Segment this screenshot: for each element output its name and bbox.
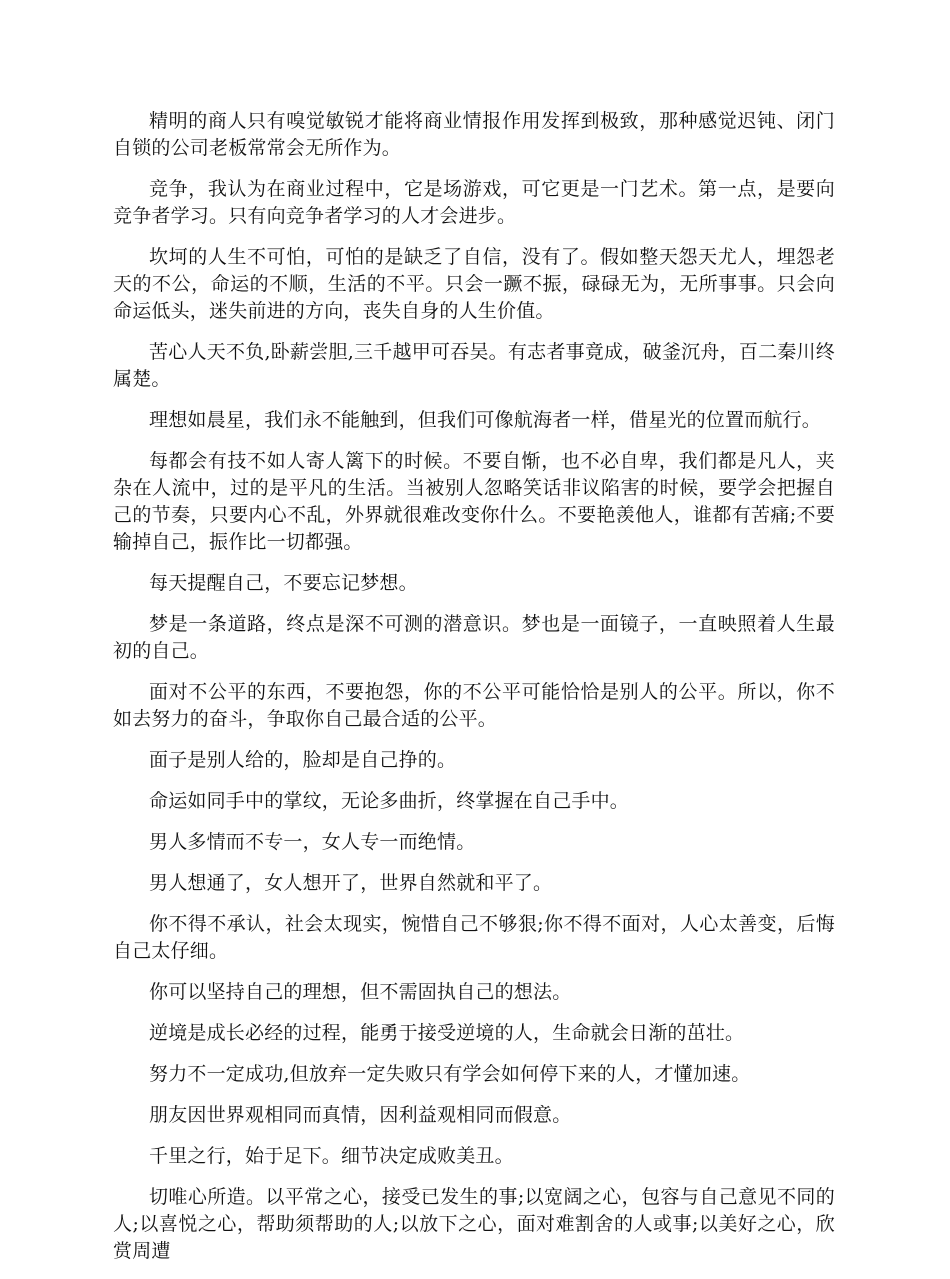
- paragraph: 命运如同手中的掌纹，无论多曲折，终掌握在自己手中。: [149, 790, 630, 812]
- paragraph: 切唯心所造。以平常之心，接受已发生的事;以宽阔之心，包容与自己意见不同的人;以喜悦之心，帮助须帮助的人;以放下之心，面对难割舍的人或事;以美好之心，欣赏周遭: [113, 1186, 835, 1262]
- paragraph: 你不得不承认，社会太现实，惋惜自己不够狠;你不得不面对，人心太善变，后悔自己太仔细。: [113, 913, 835, 962]
- paragraph: 千里之行，始于足下。细节决定成败美丑。: [149, 1145, 514, 1167]
- paragraph: 男人想通了，女人想开了，世界自然就和平了。: [149, 872, 553, 894]
- paragraph: 面对不公平的东西，不要抱怨，你的不公平可能恰恰是别人的公平。所以，你不如去努力的奋斗，争取你自己最合适的公平。: [113, 681, 835, 730]
- paragraph: 面子是别人给的，脸却是自己挣的。: [149, 749, 457, 771]
- paragraph: 坎坷的人生不可怕，可怕的是缺乏了自信，没有了。假如整天怨天尤人，埋怨老天的不公，命运的不顺，生活的不平。只会一蹶不振，碌碌无为，无所事事。只会向命运低头，迷失前进的方向，丧失自身的人生价值。: [113, 246, 835, 322]
- paragraph: 努力不一定成功,但放弃一定失败只有学会如何停下来的人，才懂加速。: [149, 1063, 751, 1085]
- paragraph: 梦是一条道路，终点是深不可测的潜意识。梦也是一面镜子，一直映照着人生最初的自己。: [113, 613, 835, 662]
- paragraph: 每天提醒自己，不要忘记梦想。: [149, 572, 418, 594]
- paragraph: 每都会有技不如人寄人篱下的时候。不要自惭，也不必自卑，我们都是凡人，夹杂在人流中，过的是平凡的生活。当被别人忽略笑话非议陷害的时候，要学会把握自己的节奏，只要内心不乱，外界就很难改变你什么。不要艳羡他人，谁都有苦痛;不要输掉自己，振作比一切都强。: [113, 450, 835, 553]
- paragraph: 精明的商人只有嗅觉敏锐才能将商业情报作用发挥到极致，那种感觉迟钝、闭门自锁的公司老板常常会无所作为。: [113, 110, 835, 159]
- paragraph: 逆境是成长必经的过程，能勇于接受逆境的人，生命就会日渐的茁壮。: [149, 1022, 745, 1044]
- paragraph: 竞争，我认为在商业过程中，它是场游戏，可它更是一门艺术。第一点，是要向竞争者学习。只有向竞争者学习的人才会进步。: [113, 178, 835, 227]
- paragraph: 苦心人天不负,卧薪尝胆,三千越甲可吞吴。有志者事竟成，破釜沉舟，百二秦川终属楚。: [113, 341, 835, 390]
- paragraph: 朋友因世界观相同而真情，因利益观相同而假意。: [149, 1104, 572, 1126]
- document-body: [113, 108, 835, 1279]
- paragraph: 男人多情而不专一，女人专一而绝情。: [149, 831, 476, 853]
- paragraph: 你可以坚持自己的理想，但不需固执自己的想法。: [149, 981, 572, 1003]
- paragraph: 理想如晨星，我们永不能触到，但我们可像航海者一样，借星光的位置而航行。: [149, 409, 822, 431]
